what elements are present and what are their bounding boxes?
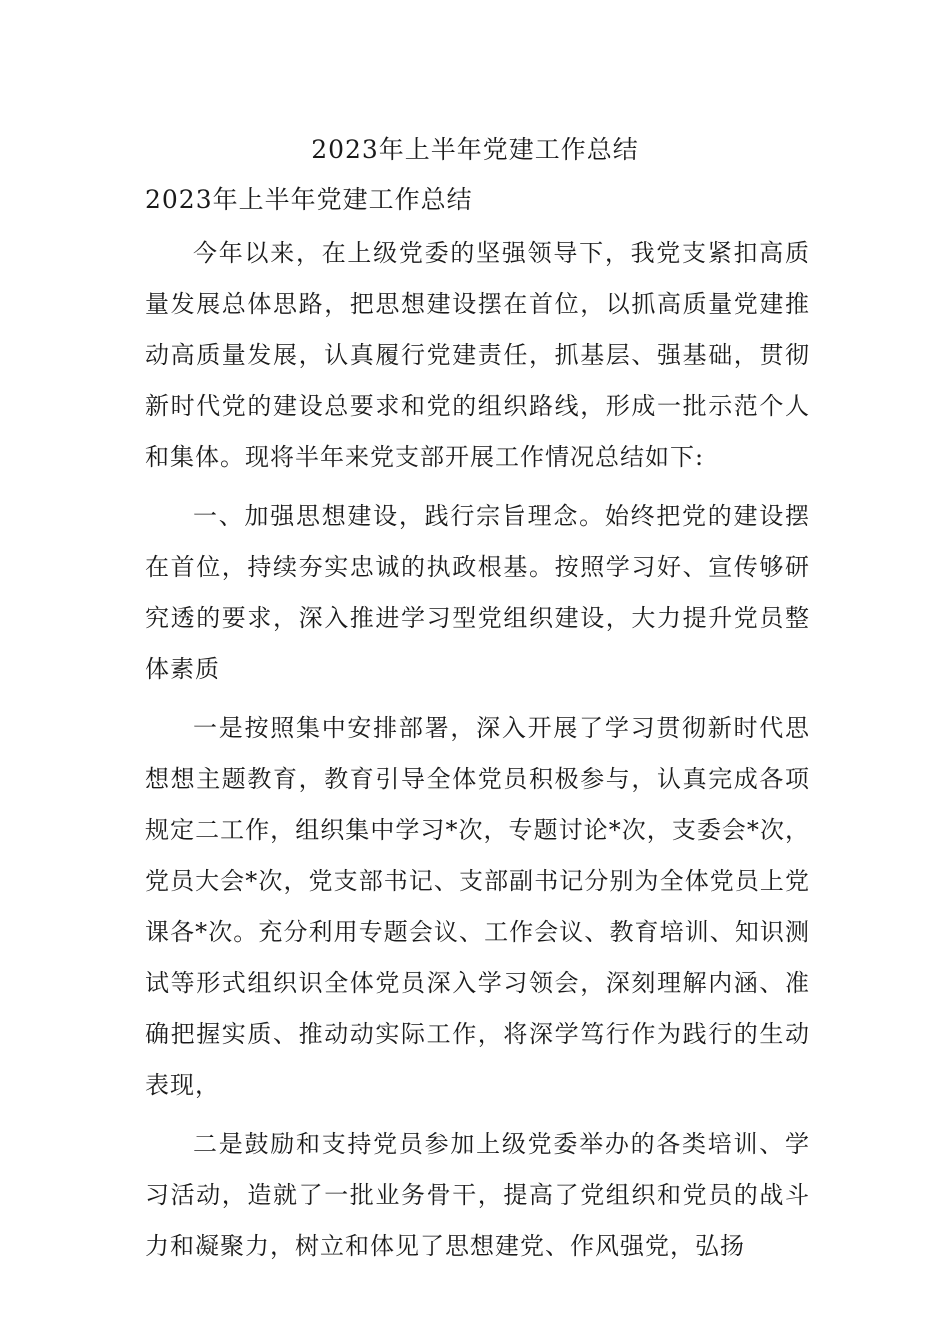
paragraph-point-two: 二是鼓励和支持党员参加上级党委举办的各类培训、学习活动，造就了一批业务骨干，提高了党组织和党员的战斗力和凝聚力，树立和体见了思想建党、作风强党，弘扬 [145, 1130, 810, 1260]
paragraph-section-one: 一、加强思想建设，践行宗旨理念。始终把党的建设摆在首位，持续夯实忠诚的执政根基。按照学习好、宣传够研究透的要求，深入推进学习型党组织建设，大力提升党员整体素质 [145, 502, 810, 683]
document-body [145, 180, 810, 1272]
paragraph-intro: 今年以来，在上级党委的坚强领导下，我党支紧扣高质量发展总体思路，把思想建设摆在首位，以抓高质量党建推动高质量发展，认真履行党建责任，抓基层、强基础，贯彻新时代党的建设总要求和党的组织路线，形成一批示范个人和集体。现将半年来党支部开展工作情况总结如下: [145, 239, 810, 471]
document-subtitle: 2023年上半年党建工作总结 [145, 185, 473, 214]
paragraph-point-one: 一是按照集中安排部署，深入开展了学习贯彻新时代思想想主题教育，教育引导全体党员积极参与，认真完成各项规定二工作，组织集中学习*次，专题讨论*次，支委会*次，党员大会*次，党支部书记、支部副书记分别为全体党员上党课各*次。充分利用专题会议、工作会议、教育培训、知识测试等形式组织识全体党员深入学习领会，深刻理解内涵、准确把握实质、推动动实际工作，将深学笃行作为践行的生动表现， [145, 714, 810, 1099]
document-title: 2023年上半年党建工作总结 [311, 135, 639, 164]
